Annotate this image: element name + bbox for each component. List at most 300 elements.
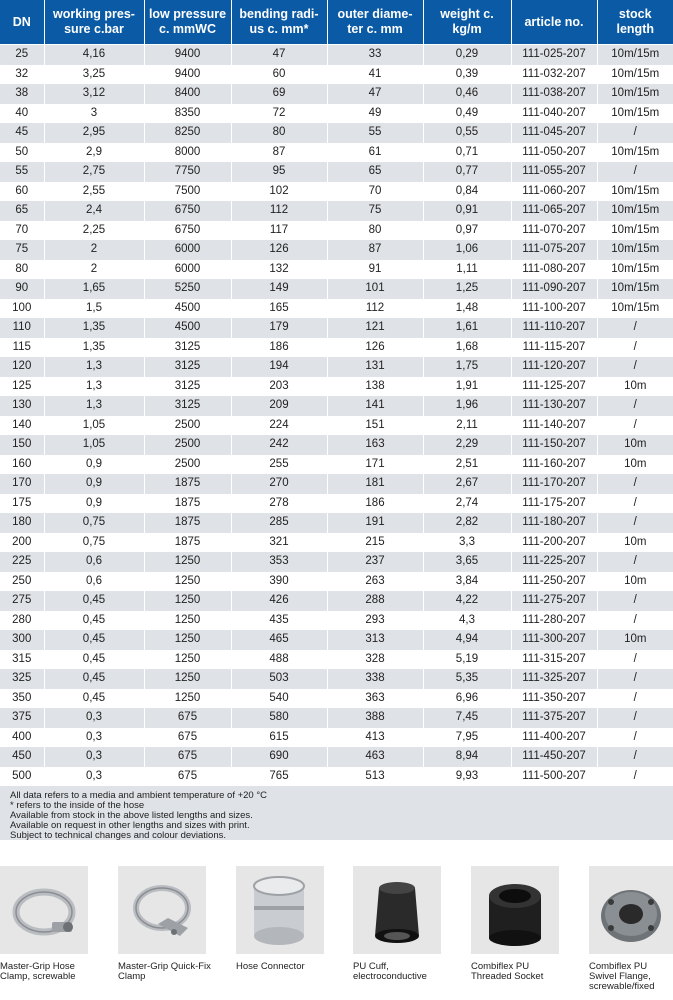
cell-working-pressure: 1,3 <box>44 357 144 377</box>
cell-bending-radius: 426 <box>231 591 327 611</box>
cell-stock-length: / <box>597 591 673 611</box>
cell-dn: 70 <box>0 220 44 240</box>
cell-article-no: 111-125-207 <box>511 376 597 396</box>
cell-weight: 0,91 <box>423 201 511 221</box>
table-row <box>0 64 673 84</box>
cell-bending-radius: 255 <box>231 454 327 474</box>
cell-article-no: 111-170-207 <box>511 474 597 494</box>
cell-bending-radius: 72 <box>231 103 327 123</box>
cell-dn: 60 <box>0 181 44 201</box>
cell-working-pressure: 2,25 <box>44 220 144 240</box>
cell-weight: 5,35 <box>423 669 511 689</box>
cell-dn: 300 <box>0 630 44 650</box>
cell-bending-radius: 179 <box>231 318 327 338</box>
cell-low-pressure: 675 <box>144 747 231 767</box>
product-swivel-flange[interactable] <box>589 866 673 992</box>
cell-stock-length: 10m/15m <box>597 64 673 84</box>
cell-outer-diameter: 263 <box>327 571 423 591</box>
cell-article-no: 111-450-207 <box>511 747 597 767</box>
cell-working-pressure: 0,3 <box>44 708 144 728</box>
cell-bending-radius: 580 <box>231 708 327 728</box>
cell-dn: 140 <box>0 415 44 435</box>
cell-low-pressure: 6750 <box>144 201 231 221</box>
cell-working-pressure: 1,05 <box>44 435 144 455</box>
cell-weight: 1,48 <box>423 298 511 318</box>
cell-low-pressure: 7750 <box>144 162 231 182</box>
table-row <box>0 181 673 201</box>
cell-stock-length: / <box>597 688 673 708</box>
cell-article-no: 111-500-207 <box>511 766 597 785</box>
footnotes <box>0 786 673 840</box>
cell-weight: 8,94 <box>423 747 511 767</box>
cell-stock-length: / <box>597 493 673 513</box>
cell-weight: 0,77 <box>423 162 511 182</box>
cell-article-no: 111-110-207 <box>511 318 597 338</box>
cell-dn: 200 <box>0 532 44 552</box>
cell-dn: 110 <box>0 318 44 338</box>
cell-weight: 0,97 <box>423 220 511 240</box>
table-row <box>0 103 673 123</box>
cell-stock-length: / <box>597 474 673 494</box>
cell-low-pressure: 675 <box>144 708 231 728</box>
product-hose-clamp-screwable[interactable] <box>0 866 100 982</box>
table-row <box>0 376 673 396</box>
cell-weight: 0,71 <box>423 142 511 162</box>
table-row <box>0 259 673 279</box>
cell-low-pressure: 2500 <box>144 435 231 455</box>
cell-outer-diameter: 112 <box>327 298 423 318</box>
table-row <box>0 766 673 785</box>
cell-weight: 3,3 <box>423 532 511 552</box>
cell-article-no: 111-070-207 <box>511 220 597 240</box>
cell-low-pressure: 1250 <box>144 630 231 650</box>
cell-article-no: 111-160-207 <box>511 454 597 474</box>
cell-article-no: 111-180-207 <box>511 513 597 533</box>
cell-dn: 250 <box>0 571 44 591</box>
cell-working-pressure: 0,9 <box>44 454 144 474</box>
cell-working-pressure: 2 <box>44 259 144 279</box>
cell-low-pressure: 3125 <box>144 337 231 357</box>
cell-stock-length: / <box>597 766 673 785</box>
cell-article-no: 111-150-207 <box>511 435 597 455</box>
product-hose-clamp-quick-fix[interactable] <box>118 866 218 982</box>
cell-weight: 5,19 <box>423 649 511 669</box>
cell-weight: 2,51 <box>423 454 511 474</box>
cell-dn: 275 <box>0 591 44 611</box>
cell-working-pressure: 0,6 <box>44 552 144 572</box>
cell-stock-length: / <box>597 415 673 435</box>
cell-low-pressure: 1875 <box>144 493 231 513</box>
cell-weight: 0,49 <box>423 103 511 123</box>
cell-outer-diameter: 388 <box>327 708 423 728</box>
table-row <box>0 142 673 162</box>
cell-outer-diameter: 131 <box>327 357 423 377</box>
cell-working-pressure: 0,45 <box>44 610 144 630</box>
cell-bending-radius: 117 <box>231 220 327 240</box>
cell-low-pressure: 1875 <box>144 474 231 494</box>
cell-article-no: 111-175-207 <box>511 493 597 513</box>
cell-outer-diameter: 191 <box>327 513 423 533</box>
cell-working-pressure: 0,45 <box>44 630 144 650</box>
col-header-outer-diameter: outer diame- ter c. mm <box>327 0 423 45</box>
cell-dn: 175 <box>0 493 44 513</box>
cell-dn: 315 <box>0 649 44 669</box>
cell-article-no: 111-225-207 <box>511 552 597 572</box>
cell-stock-length: / <box>597 552 673 572</box>
cell-outer-diameter: 413 <box>327 727 423 747</box>
cell-outer-diameter: 513 <box>327 766 423 785</box>
cell-low-pressure: 1875 <box>144 513 231 533</box>
cell-weight: 0,55 <box>423 123 511 143</box>
cell-dn: 55 <box>0 162 44 182</box>
cell-article-no: 111-090-207 <box>511 279 597 299</box>
cell-outer-diameter: 171 <box>327 454 423 474</box>
cell-outer-diameter: 87 <box>327 240 423 260</box>
cell-article-no: 111-115-207 <box>511 337 597 357</box>
cell-low-pressure: 1250 <box>144 591 231 611</box>
cell-dn: 50 <box>0 142 44 162</box>
col-header-dn: DN <box>0 0 44 45</box>
cell-dn: 280 <box>0 610 44 630</box>
table-row <box>0 708 673 728</box>
cell-weight: 1,91 <box>423 376 511 396</box>
cell-low-pressure: 8250 <box>144 123 231 143</box>
cell-weight: 2,67 <box>423 474 511 494</box>
cell-dn: 225 <box>0 552 44 572</box>
cell-dn: 25 <box>0 45 44 65</box>
cell-weight: 3,84 <box>423 571 511 591</box>
cell-stock-length: / <box>597 610 673 630</box>
cell-stock-length: 10m/15m <box>597 45 673 65</box>
cell-dn: 90 <box>0 279 44 299</box>
cell-bending-radius: 690 <box>231 747 327 767</box>
cell-stock-length: / <box>597 396 673 416</box>
table-row <box>0 552 673 572</box>
cell-bending-radius: 69 <box>231 84 327 104</box>
table-row <box>0 240 673 260</box>
cell-outer-diameter: 101 <box>327 279 423 299</box>
cell-low-pressure: 6000 <box>144 259 231 279</box>
cell-article-no: 111-025-207 <box>511 45 597 65</box>
cell-stock-length: / <box>597 513 673 533</box>
cell-stock-length: / <box>597 727 673 747</box>
cell-stock-length: / <box>597 669 673 689</box>
cell-stock-length: 10m/15m <box>597 279 673 299</box>
cell-stock-length: 10m/15m <box>597 298 673 318</box>
cell-stock-length: 10m/15m <box>597 103 673 123</box>
cell-bending-radius: 203 <box>231 376 327 396</box>
table-row <box>0 513 673 533</box>
cell-working-pressure: 3 <box>44 103 144 123</box>
cell-working-pressure: 0,45 <box>44 591 144 611</box>
cell-weight: 2,11 <box>423 415 511 435</box>
table-row <box>0 435 673 455</box>
table-row <box>0 532 673 552</box>
cell-weight: 1,61 <box>423 318 511 338</box>
cell-stock-length: / <box>597 357 673 377</box>
cell-weight: 4,3 <box>423 610 511 630</box>
footnote-line: * refers to the inside of the hose <box>10 800 145 811</box>
product-caption: Combiflex PU <box>589 961 648 972</box>
cell-bending-radius: 87 <box>231 142 327 162</box>
cell-weight: 1,75 <box>423 357 511 377</box>
cell-stock-length: 10m <box>597 376 673 396</box>
cell-outer-diameter: 293 <box>327 610 423 630</box>
cell-outer-diameter: 237 <box>327 552 423 572</box>
cell-article-no: 111-275-207 <box>511 591 597 611</box>
cell-article-no: 111-120-207 <box>511 357 597 377</box>
cell-working-pressure: 1,65 <box>44 279 144 299</box>
cell-low-pressure: 3125 <box>144 376 231 396</box>
cell-working-pressure: 0,45 <box>44 669 144 689</box>
cell-low-pressure: 1875 <box>144 532 231 552</box>
cell-working-pressure: 2,4 <box>44 201 144 221</box>
cell-bending-radius: 209 <box>231 396 327 416</box>
cell-article-no: 111-250-207 <box>511 571 597 591</box>
cell-dn: 125 <box>0 376 44 396</box>
cell-bending-radius: 60 <box>231 64 327 84</box>
cell-outer-diameter: 186 <box>327 493 423 513</box>
product-threaded-socket[interactable] <box>471 866 571 982</box>
table-row <box>0 415 673 435</box>
accessory-products <box>0 866 673 1000</box>
cell-outer-diameter: 91 <box>327 259 423 279</box>
cell-outer-diameter: 363 <box>327 688 423 708</box>
spec-table-body <box>0 45 673 786</box>
cell-bending-radius: 47 <box>231 45 327 65</box>
cell-outer-diameter: 151 <box>327 415 423 435</box>
cell-weight: 2,29 <box>423 435 511 455</box>
cell-low-pressure: 1250 <box>144 552 231 572</box>
cell-working-pressure: 0,6 <box>44 571 144 591</box>
cell-bending-radius: 615 <box>231 727 327 747</box>
cell-bending-radius: 80 <box>231 123 327 143</box>
cell-article-no: 111-325-207 <box>511 669 597 689</box>
cell-low-pressure: 4500 <box>144 318 231 338</box>
cell-low-pressure: 675 <box>144 727 231 747</box>
cell-low-pressure: 6750 <box>144 220 231 240</box>
cell-low-pressure: 9400 <box>144 64 231 84</box>
cell-low-pressure: 1250 <box>144 649 231 669</box>
cell-article-no: 111-300-207 <box>511 630 597 650</box>
cell-outer-diameter: 338 <box>327 669 423 689</box>
cell-low-pressure: 4500 <box>144 298 231 318</box>
cell-weight: 0,46 <box>423 84 511 104</box>
product-hose-connector[interactable] <box>236 866 336 972</box>
cell-outer-diameter: 126 <box>327 337 423 357</box>
col-header-low-pressure: low pressure c. mmWC <box>144 0 231 45</box>
cell-working-pressure: 1,3 <box>44 396 144 416</box>
cell-working-pressure: 1,5 <box>44 298 144 318</box>
cell-article-no: 111-060-207 <box>511 181 597 201</box>
cell-outer-diameter: 181 <box>327 474 423 494</box>
table-row <box>0 162 673 182</box>
cell-weight: 2,74 <box>423 493 511 513</box>
cell-working-pressure: 3,25 <box>44 64 144 84</box>
table-row <box>0 727 673 747</box>
cell-working-pressure: 0,9 <box>44 493 144 513</box>
cell-article-no: 111-100-207 <box>511 298 597 318</box>
cell-working-pressure: 0,3 <box>44 727 144 747</box>
product-caption: Threaded Socket <box>471 971 544 982</box>
cell-stock-length: 10m/15m <box>597 84 673 104</box>
cell-outer-diameter: 328 <box>327 649 423 669</box>
cell-bending-radius: 488 <box>231 649 327 669</box>
cell-article-no: 111-400-207 <box>511 727 597 747</box>
table-row <box>0 630 673 650</box>
table-row <box>0 747 673 767</box>
cell-dn: 40 <box>0 103 44 123</box>
cell-bending-radius: 126 <box>231 240 327 260</box>
cell-stock-length: 10m <box>597 571 673 591</box>
product-caption: Swivel Flange, <box>589 971 651 982</box>
cell-article-no: 111-130-207 <box>511 396 597 416</box>
cell-dn: 75 <box>0 240 44 260</box>
cell-working-pressure: 2,95 <box>44 123 144 143</box>
cell-low-pressure: 2500 <box>144 454 231 474</box>
col-header-article-no: article no. <box>511 0 597 45</box>
threaded-socket-icon <box>471 866 559 954</box>
cell-dn: 120 <box>0 357 44 377</box>
cell-stock-length: 10m <box>597 630 673 650</box>
cell-outer-diameter: 55 <box>327 123 423 143</box>
product-caption: Combiflex PU <box>471 961 530 972</box>
cell-weight: 6,96 <box>423 688 511 708</box>
cell-weight: 1,96 <box>423 396 511 416</box>
cell-weight: 3,65 <box>423 552 511 572</box>
product-caption: electroconductive <box>353 971 427 982</box>
hose-clamp-quick-fix-icon <box>118 866 206 954</box>
cell-article-no: 111-040-207 <box>511 103 597 123</box>
cell-working-pressure: 1,35 <box>44 337 144 357</box>
cell-low-pressure: 1250 <box>144 669 231 689</box>
cell-bending-radius: 112 <box>231 201 327 221</box>
table-row <box>0 220 673 240</box>
cell-dn: 170 <box>0 474 44 494</box>
cell-low-pressure: 6000 <box>144 240 231 260</box>
table-row <box>0 454 673 474</box>
cell-dn: 180 <box>0 513 44 533</box>
col-header-bending-radius: bending radi- us c. mm* <box>231 0 327 45</box>
cell-weight: 1,68 <box>423 337 511 357</box>
cell-weight: 7,95 <box>423 727 511 747</box>
cell-weight: 2,82 <box>423 513 511 533</box>
cell-bending-radius: 278 <box>231 493 327 513</box>
cell-bending-radius: 186 <box>231 337 327 357</box>
table-row <box>0 571 673 591</box>
cell-weight: 1,11 <box>423 259 511 279</box>
product-caption: screwable/fixed <box>589 981 655 992</box>
cell-working-pressure: 0,3 <box>44 766 144 785</box>
cell-dn: 350 <box>0 688 44 708</box>
cell-outer-diameter: 70 <box>327 181 423 201</box>
cell-working-pressure: 3,12 <box>44 84 144 104</box>
table-row <box>0 318 673 338</box>
cell-dn: 80 <box>0 259 44 279</box>
cell-outer-diameter: 138 <box>327 376 423 396</box>
cell-weight: 9,93 <box>423 766 511 785</box>
table-row <box>0 123 673 143</box>
product-caption: Clamp <box>118 971 146 982</box>
table-row <box>0 688 673 708</box>
table-row <box>0 610 673 630</box>
cell-outer-diameter: 33 <box>327 45 423 65</box>
cell-weight: 0,39 <box>423 64 511 84</box>
hose-connector-icon <box>236 866 324 954</box>
cell-article-no: 111-045-207 <box>511 123 597 143</box>
product-pu-cuff[interactable] <box>353 866 453 982</box>
table-row <box>0 84 673 104</box>
cell-article-no: 111-055-207 <box>511 162 597 182</box>
table-row <box>0 649 673 669</box>
cell-outer-diameter: 41 <box>327 64 423 84</box>
cell-outer-diameter: 288 <box>327 591 423 611</box>
cell-working-pressure: 0,9 <box>44 474 144 494</box>
cell-bending-radius: 285 <box>231 513 327 533</box>
cell-article-no: 111-075-207 <box>511 240 597 260</box>
cell-dn: 65 <box>0 201 44 221</box>
cell-stock-length: 10m/15m <box>597 201 673 221</box>
cell-bending-radius: 390 <box>231 571 327 591</box>
cell-stock-length: / <box>597 708 673 728</box>
cell-working-pressure: 2,55 <box>44 181 144 201</box>
cell-bending-radius: 321 <box>231 532 327 552</box>
hose-clamp-screwable-icon <box>0 866 88 954</box>
footnote-line: Available on request in other lengths and sizes with print. <box>10 820 250 831</box>
table-row <box>0 396 673 416</box>
table-row <box>0 201 673 221</box>
cell-bending-radius: 149 <box>231 279 327 299</box>
cell-low-pressure: 3125 <box>144 357 231 377</box>
cell-low-pressure: 5250 <box>144 279 231 299</box>
cell-working-pressure: 4,16 <box>44 45 144 65</box>
cell-bending-radius: 242 <box>231 435 327 455</box>
cell-outer-diameter: 463 <box>327 747 423 767</box>
cell-low-pressure: 8400 <box>144 84 231 104</box>
cell-weight: 0,29 <box>423 45 511 65</box>
cell-bending-radius: 194 <box>231 357 327 377</box>
cell-low-pressure: 3125 <box>144 396 231 416</box>
cell-working-pressure: 0,75 <box>44 532 144 552</box>
cell-weight: 1,25 <box>423 279 511 299</box>
cell-working-pressure: 2 <box>44 240 144 260</box>
product-caption: Hose Connector <box>236 961 305 972</box>
cell-low-pressure: 8350 <box>144 103 231 123</box>
footnote-line: Available from stock in the above listed lengths and sizes. <box>10 810 253 821</box>
cell-low-pressure: 9400 <box>144 45 231 65</box>
cell-low-pressure: 1250 <box>144 688 231 708</box>
cell-working-pressure: 1,05 <box>44 415 144 435</box>
cell-bending-radius: 435 <box>231 610 327 630</box>
cell-outer-diameter: 47 <box>327 84 423 104</box>
cell-low-pressure: 675 <box>144 766 231 785</box>
cell-weight: 1,06 <box>423 240 511 260</box>
cell-outer-diameter: 215 <box>327 532 423 552</box>
table-row <box>0 279 673 299</box>
cell-outer-diameter: 80 <box>327 220 423 240</box>
cell-low-pressure: 1250 <box>144 571 231 591</box>
product-caption: PU Cuff, <box>353 961 389 972</box>
cell-weight: 4,94 <box>423 630 511 650</box>
cell-bending-radius: 224 <box>231 415 327 435</box>
cell-article-no: 111-065-207 <box>511 201 597 221</box>
table-row <box>0 669 673 689</box>
cell-stock-length: 10m <box>597 532 673 552</box>
table-row <box>0 298 673 318</box>
cell-working-pressure: 0,75 <box>44 513 144 533</box>
cell-article-no: 111-032-207 <box>511 64 597 84</box>
cell-article-no: 111-050-207 <box>511 142 597 162</box>
